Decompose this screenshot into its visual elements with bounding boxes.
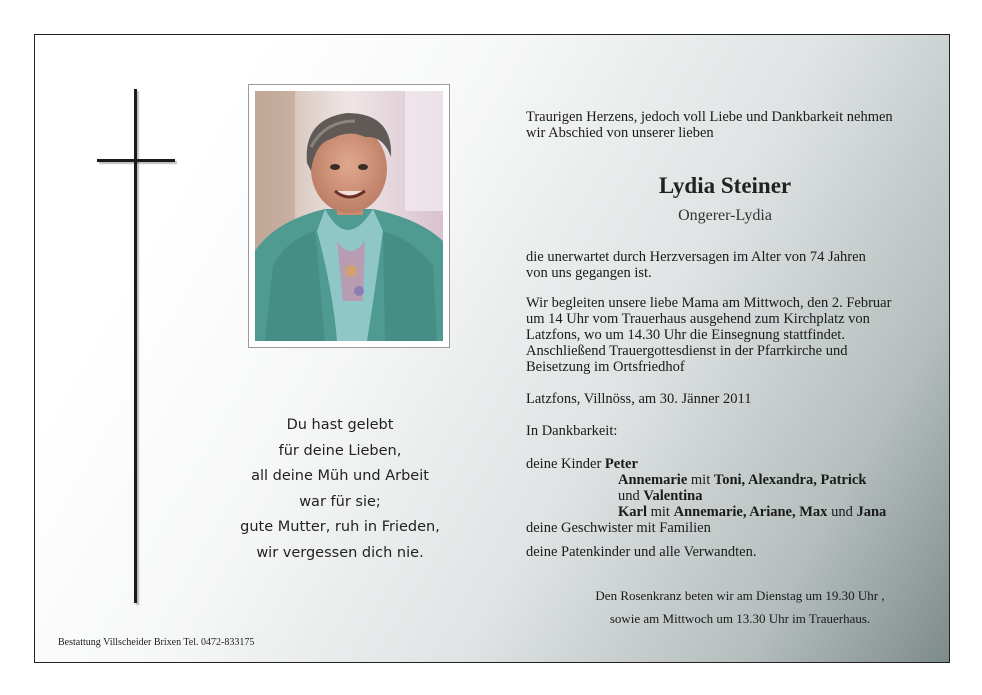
deceased-name: Lydia Steiner xyxy=(658,173,792,198)
poem-line: gute Mutter, ruh in Frieden, xyxy=(240,519,440,535)
poem-line: Du hast gelebt xyxy=(286,417,394,433)
family-text: mit xyxy=(690,472,711,488)
family-name: Jana xyxy=(856,504,887,520)
intro-line: Traurigen Herzens, jedoch voll Liebe und Dankbarkeit nehmen xyxy=(526,109,893,125)
rosary-line: sowie am Mittwoch um 13.30 Uhr im Trauerhaus. xyxy=(609,611,871,626)
funeral-line: Wir begleiten unsere liebe Mama am Mittwoch, den 2. Februar xyxy=(526,295,892,311)
poem-line: wir vergessen dich nie. xyxy=(256,544,424,561)
memorial-poem xyxy=(225,413,455,566)
place-date: Latzfons, Villnöss, am 30. Jänner 2011 xyxy=(526,391,752,407)
poem-line: war für sie; xyxy=(299,493,381,510)
cross-icon xyxy=(134,89,137,603)
family-name: Toni, Alexandra, Patrick xyxy=(713,472,867,488)
family-name: Karl xyxy=(618,504,647,520)
family-valentina-line xyxy=(618,488,702,504)
funeral-line: Latzfons, wo um 14.30 Uhr die Einsegnung stattfindet. xyxy=(526,327,845,343)
gratitude-label: In Dankbarkeit: xyxy=(526,423,618,439)
intro-line: wir Abschied von unserer lieben xyxy=(526,125,714,141)
obituary-card xyxy=(34,34,950,663)
funeral-home-footer: Bestattung Villscheider Brixen Tel. 0472-833175 xyxy=(58,637,255,648)
family-text: und xyxy=(831,504,853,520)
family-name: Valentina xyxy=(643,488,703,504)
family-godchildren-line: deine Patenkinder und alle Verwandten. xyxy=(526,544,757,560)
family-text: und xyxy=(618,488,640,504)
family-annemarie-line xyxy=(618,472,866,488)
passing-line: von uns gegangen ist. xyxy=(526,265,652,281)
funeral-line: Anschließend Trauergottesdienst in der Pfarrkirche und xyxy=(526,343,848,359)
rosary-line: Den Rosenkranz beten wir am Dienstag um 19.30 Uhr , xyxy=(595,588,885,603)
cross-bar xyxy=(97,159,175,162)
portrait-photo xyxy=(255,91,443,341)
portrait-image xyxy=(255,91,443,341)
deceased-nickname: Ongerer-Lydia xyxy=(678,207,772,224)
funeral-line: Beisetzung im Ortsfriedhof xyxy=(526,359,685,375)
poem-line: all deine Müh und Arbeit xyxy=(251,468,429,484)
family-siblings-line: deine Geschwister mit Familien xyxy=(526,520,711,536)
family-name: Annemarie xyxy=(618,472,688,488)
family-text: mit xyxy=(650,504,670,520)
poem-line: für deine Lieben, xyxy=(278,442,402,459)
portrait-frame xyxy=(248,84,450,348)
passing-line: die unerwartet durch Herzversagen im Alter von 74 Jahren xyxy=(526,249,866,265)
family-text: deine Kinder xyxy=(526,456,602,472)
family-name: Peter xyxy=(604,456,638,472)
family-children-line xyxy=(526,456,638,472)
family-karl-line xyxy=(618,504,886,520)
funeral-line: um 14 Uhr vom Trauerhaus ausgehend zum Kirchplatz von xyxy=(526,311,870,327)
family-name: Annemarie, Ariane, Max xyxy=(673,504,828,520)
